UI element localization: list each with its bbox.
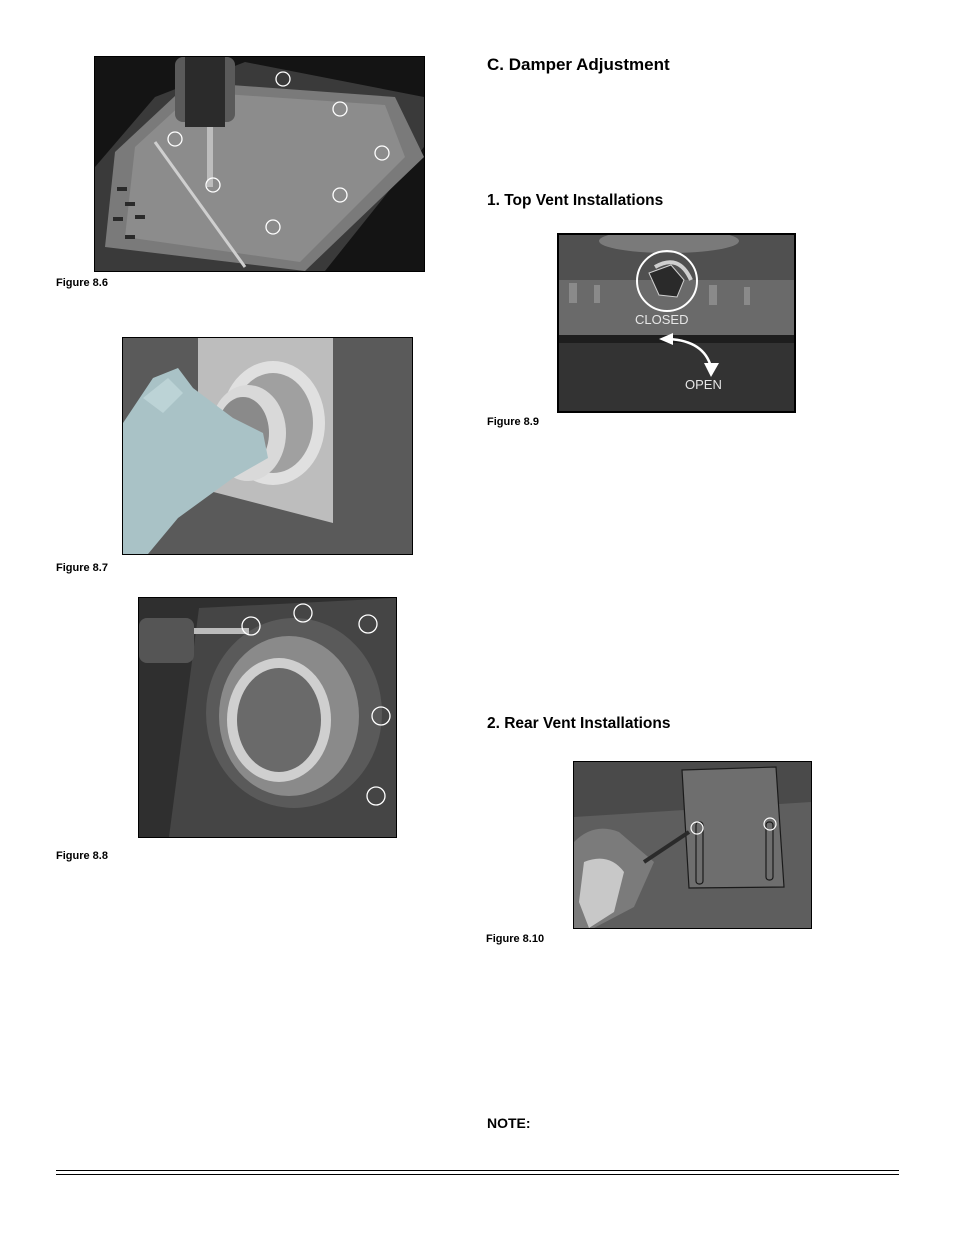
note-label: NOTE: xyxy=(487,1115,531,1131)
footer-rule-bottom xyxy=(56,1174,899,1175)
figure-caption: Figure 8.9 xyxy=(487,416,539,428)
figure-8-6-photo xyxy=(94,56,425,272)
figure-8-7-photo xyxy=(122,337,413,555)
figure-8-10-photo xyxy=(573,761,812,929)
figure-8-8-photo xyxy=(138,597,397,838)
figure-caption: Figure 8.6 xyxy=(56,277,108,289)
label-closed: CLOSED xyxy=(635,312,689,327)
figure-8-9-photo xyxy=(557,233,796,413)
label-open: OPEN xyxy=(685,377,722,392)
figure-caption: Figure 8.7 xyxy=(56,562,108,574)
footer-rule-top xyxy=(56,1170,899,1171)
top-vent-heading: 1. Top Vent Installations xyxy=(487,192,664,209)
figure-caption: Figure 8.8 xyxy=(56,850,108,862)
section-title: C. Damper Adjustment xyxy=(487,55,670,74)
figure-caption: Figure 8.10 xyxy=(486,933,545,945)
rear-vent-heading: 2. Rear Vent Installations xyxy=(487,715,671,732)
